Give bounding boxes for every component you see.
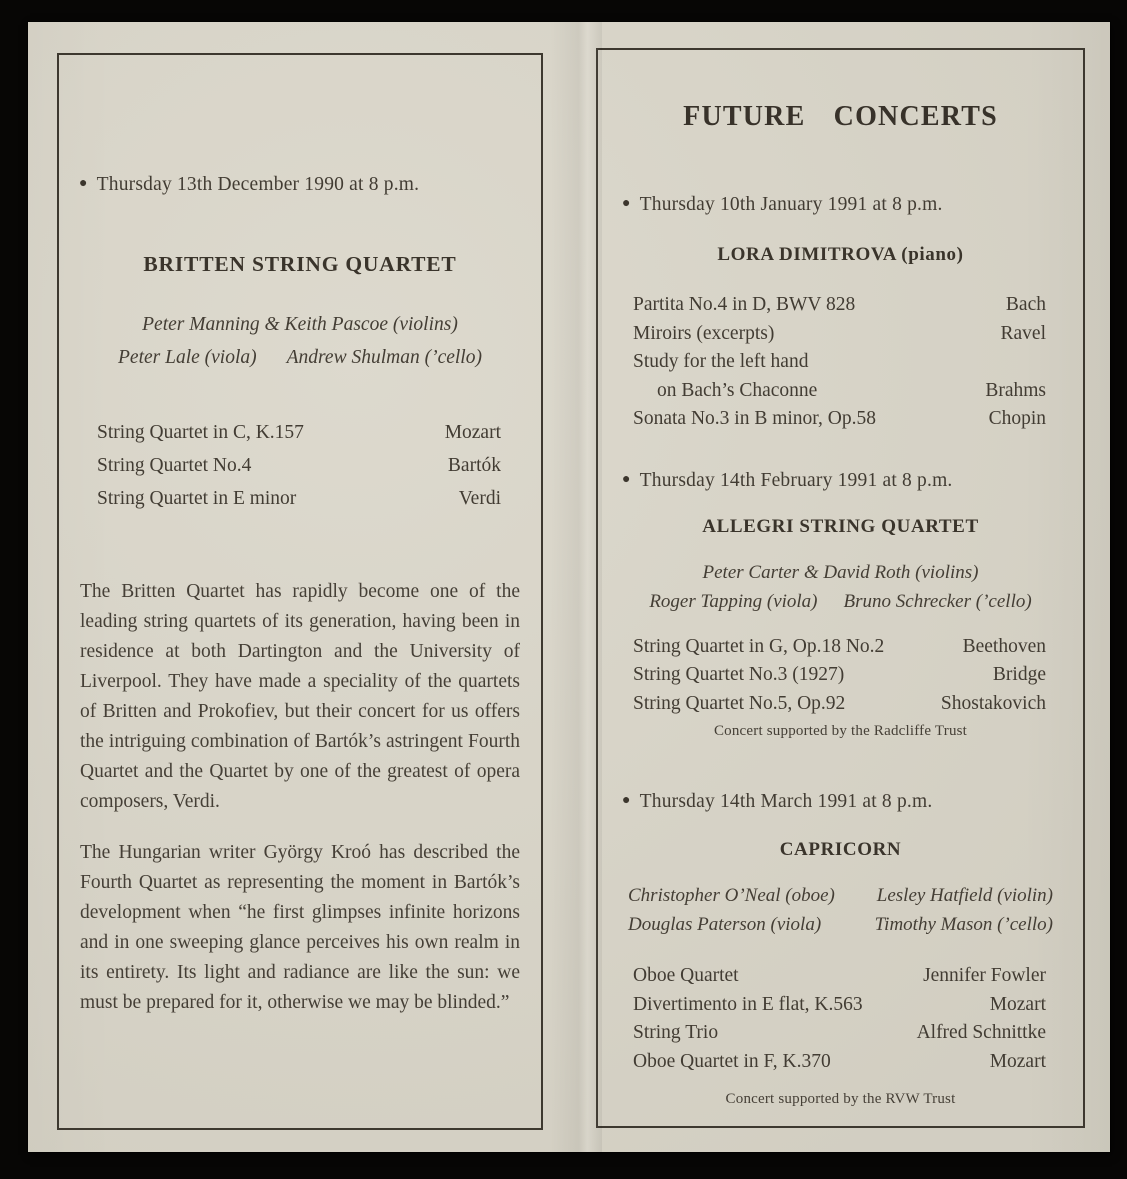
work-title: on Bach’s Chaconne [657,379,818,401]
concert-date [622,469,1083,493]
work-row [633,348,1046,377]
work-title: Oboe Quartet in F, K.370 [633,1050,831,1072]
work-title: String Quartet in E minor [97,488,297,509]
programme-works [598,962,1083,1076]
programme-works [598,291,1083,434]
work-composer: Alfred Schnittke [916,1022,1046,1043]
work-composer: Verdi [458,488,501,509]
work-composer: Mozart [989,993,1046,1015]
work-title: String Trio [633,1022,719,1043]
work-composer: Jennifer Fowler [923,965,1046,986]
performer-name: Christopher O’Neal (oboe) [628,885,835,906]
ensemble-name: CAPRICORN [779,839,902,860]
left-page-panel [57,53,543,1130]
performer-name: Roger Tapping (viola) [649,590,818,612]
concert-date [622,790,1083,814]
work-title: String Quartet in C, K.157 [97,422,304,443]
work-composer: Shostakovich [940,692,1046,714]
work-title: String Quartet No.3 (1927) [633,664,845,685]
concert-section [598,193,1083,434]
performer-row [598,587,1083,616]
performer-row [628,881,1053,910]
work-composer: Beethoven [962,635,1046,657]
bullet-icon: ● [622,793,631,808]
bullet-icon: ● [622,471,631,487]
performer-list [598,881,1083,939]
work-row [633,1019,1046,1048]
programme-paper [28,22,1110,1152]
work-composer: Chopin [988,408,1046,429]
work-title: Oboe Quartet [633,965,739,986]
concert-section [598,469,1083,742]
concert-date [79,173,541,197]
work-row [633,962,1046,991]
support-note: Concert supported by the RVW Trust [725,1091,956,1107]
work-title: Divertimento in E flat, K.563 [633,993,863,1015]
concert-date [622,193,1083,217]
ensemble-name: LORA DIMITROVA (piano) [717,244,964,265]
work-row [97,482,501,515]
work-composer: Mozart [444,422,501,443]
work-row [97,416,501,449]
work-title: Miroirs (excerpts) [633,322,775,344]
performer-name: Lesley Hatfield (violin) [876,885,1053,906]
work-composer: Mozart [989,1050,1046,1072]
programme-works [598,633,1083,719]
performer-row [59,341,541,374]
work-composer: Ravel [1000,322,1046,344]
work-title: Study for the left hand [633,351,809,372]
work-row [633,991,1046,1020]
support-note: Concert supported by the Radcliffe Trust [713,723,968,739]
concert-date-text: Thursday 10th January 1991 at 8 p.m. [639,194,943,215]
work-title: String Quartet No.4 [97,455,252,476]
performer-row [598,558,1083,587]
performer-name: Timothy Mason (’cello) [874,914,1053,935]
concert-date-text: Thursday 13th December 1990 at 8 p.m. [96,174,420,195]
work-composer: Bach [1005,294,1046,315]
performer-name: Bruno Schrecker (’cello) [843,590,1032,612]
bullet-icon: ● [79,176,88,191]
work-composer: Bartók [447,455,501,476]
work-row [633,291,1046,320]
performer-list [59,308,541,374]
concert-date-text: Thursday 14th March 1991 at 8 p.m. [639,791,933,812]
description-paragraph: The Hungarian writer György Kroó has described the Fourth Quartet as representing the moment in Bartók’s development when “he first glimpses infinite horizons and in one sweeping glance perceives his own realm in its entirety. Its light and radiance are like the sun: we must be prepared for it, otherwise we may be blinded.” [80,842,520,1013]
work-title: Partita No.4 in D, BWV 828 [633,294,856,315]
work-title: String Quartet No.5, Op.92 [633,692,846,714]
programme-works [59,416,541,515]
performer-name: Peter Carter & David Roth (violins) [702,561,979,583]
work-row [633,661,1046,690]
performer-row [59,308,541,341]
work-row [633,1048,1046,1077]
performer-name: Peter Lale (viola) [118,347,257,368]
work-row [633,690,1046,719]
concert-date-text: Thursday 14th February 1991 at 8 p.m. [639,469,953,491]
performer-name: Andrew Shulman (’cello) [286,347,482,368]
right-page-panel [596,48,1085,1128]
work-row [633,377,1046,406]
work-composer: Brahms [985,379,1046,401]
page-title: FUTURE CONCERTS [683,101,998,132]
concert-section [598,790,1083,1109]
ensemble-name: ALLEGRI STRING QUARTET [702,515,979,537]
work-composer: Bridge [992,664,1046,685]
work-title: Sonata No.3 in B minor, Op.58 [633,408,876,429]
work-row [633,633,1046,662]
bullet-icon: ● [622,196,631,211]
ensemble-title: BRITTEN STRING QUARTET [143,252,457,276]
work-title: String Quartet in G, Op.18 No.2 [633,635,885,657]
description-paragraph: The Britten Quartet has rapidly become one of the leading string quartets of its generation, having been in residence at both Dartington and the University of Liverpool. They have made a speciality of the quartets of Britten and Prokofiev, but their concert for us offers the intriguing combination of Bartók’s astringent Fourth Quartet and the Quartet by one of the greatest of opera composers, Verdi. [80,581,520,812]
work-row [97,449,501,482]
performer-list [598,558,1083,616]
work-row [633,320,1046,349]
programme-notes [59,577,541,1018]
work-row [633,405,1046,434]
performer-name: Douglas Paterson (viola) [628,914,822,935]
performer-name: Peter Manning & Keith Pascoe (violins) [142,314,458,335]
fold-crease [550,22,602,1152]
performer-row [628,910,1053,939]
